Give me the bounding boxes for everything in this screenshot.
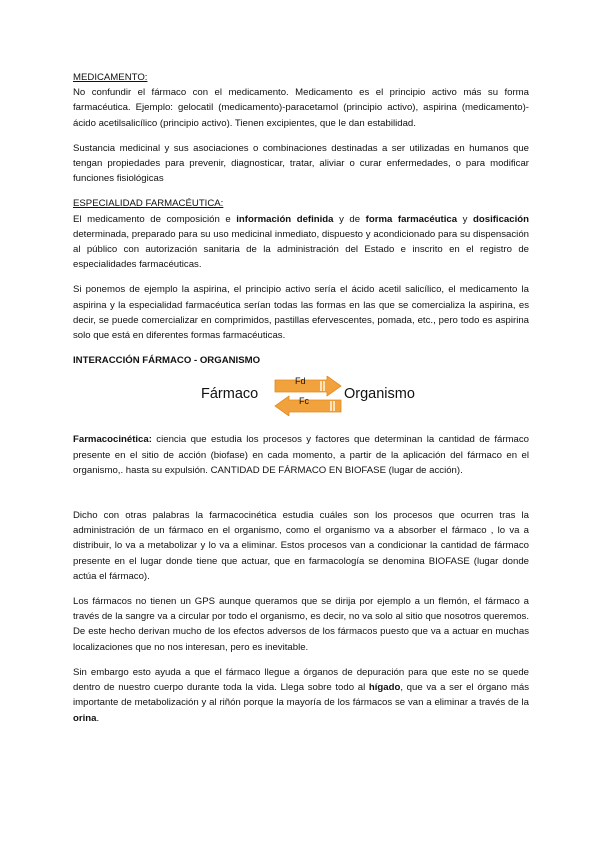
arrow-label-fc: Fc — [299, 396, 309, 407]
arrow-label-fd: Fd — [295, 376, 306, 387]
paragraph-gps-farmacos: Los fármacos no tienen un GPS aunque queramos que se dirija por ejemplo a un flemón, el fármaco a través de la sangre va a circular por todo el organismo, es decir, no va solo al sitio que nosotros queremos. De este hecho derivan mucho de los efectos adversos de los fármacos puesto que va a actuar en muchas localizaciones que no nos interesan, pero es inevitable. — [73, 596, 529, 653]
paragraph-organos-depuracion: Sin embargo esto ayuda a que el fármaco llegue a órganos de depuración para que este no se quede dentro de nuestro cuerpo durante toda la vida. Llega sobre todo al hígado, que va a ser el órgano más importante de metabolización y al riñón porque la mayoría de los fármacos se van a eliminar a través de la orina. — [73, 666, 529, 724]
section-header-medicamento: MEDICAMENTO: — [73, 72, 148, 83]
paragraph-aspirina-example: Si ponemos de ejemplo la aspirina, el principio activo sería el ácido acetil salicílico, el medicamento la aspirina y la especialidad farmacéutica serían todas las formas en las que se comercializa la aspirina, es decir, se puede comercializar en comprimidos, pastillas efervescentes, pomada, etc., pero todo es aspirina solo que está en diferentes formas farmacéuticas. — [73, 284, 529, 342]
diagram-label-farmaco: Fármaco — [201, 386, 259, 403]
paragraph-medicamento-definition: No confundir el fármaco con el medicamento. Medicamento es el principio activo más su forma farmacéutica. Ejemplo: gelocatil (medicamento)-paracetamol (principio activo), aspirina (medicamento)-ácido acetilsalicílico (principio activo). Tienen excipientes, que le dan estabilidad. — [73, 87, 529, 129]
section-header-especialidad: ESPECIALIDAD FARMACÉUTICA: — [73, 198, 224, 210]
interaction-diagram — [73, 374, 529, 422]
paragraph-especialidad-definition: El medicamento de composición e información definida y de forma farmacéutica y dosificación determinada, preparado para su uso medicinal inmediato, dispuesto y acondicionado para su dispensación al público con autorización sanitaria de la administración del Estado e inscrito en el registro de especialidades farmacéuticas. — [73, 213, 529, 271]
section-title-interaccion: INTERACCIÓN FÁRMACO - ORGANISMO — [73, 355, 261, 367]
paragraph-farmacocinetica: Farmacocinética: ciencia que estudia los procesos y factores que determinan la cantidad de fármaco presente en el sitio de acción (biofase) en cada momento, a partir de la aplicación del fármaco en el organismo,. hasta su expulsión. CANTIDAD DE FÁRMACO EN BIOFASE (lugar de acción). — [73, 434, 529, 476]
paragraph-dicho-con-otras-palabras: Dicho con otras palabras la farmacocinética estudia cuáles son los procesos que ocurren tras la administración de un fármaco en el organismo, como el organismo va a absorber el fármaco , lo va a distribuir, lo va a metabolizar y lo va a eliminar. Estos procesos van a condicionar la cantidad de fármaco presente en el lugar donde tiene que actuar, que en farmacología se denomina BIOFASE (lugar donde actúa el fármaco). — [73, 510, 529, 582]
paragraph-sustancia-medicinal: Sustancia medicinal y sus asociaciones o combinaciones destinadas a ser utilizadas en humanos que tengan propiedades para prevenir, diagnosticar, tratar, aliviar o curar enfermedades, o para modificar funciones fisiológicas — [73, 142, 529, 185]
arrow-right-icon — [275, 376, 341, 396]
document-page — [73, 70, 529, 726]
diagram-label-organismo: Organismo — [344, 386, 415, 403]
